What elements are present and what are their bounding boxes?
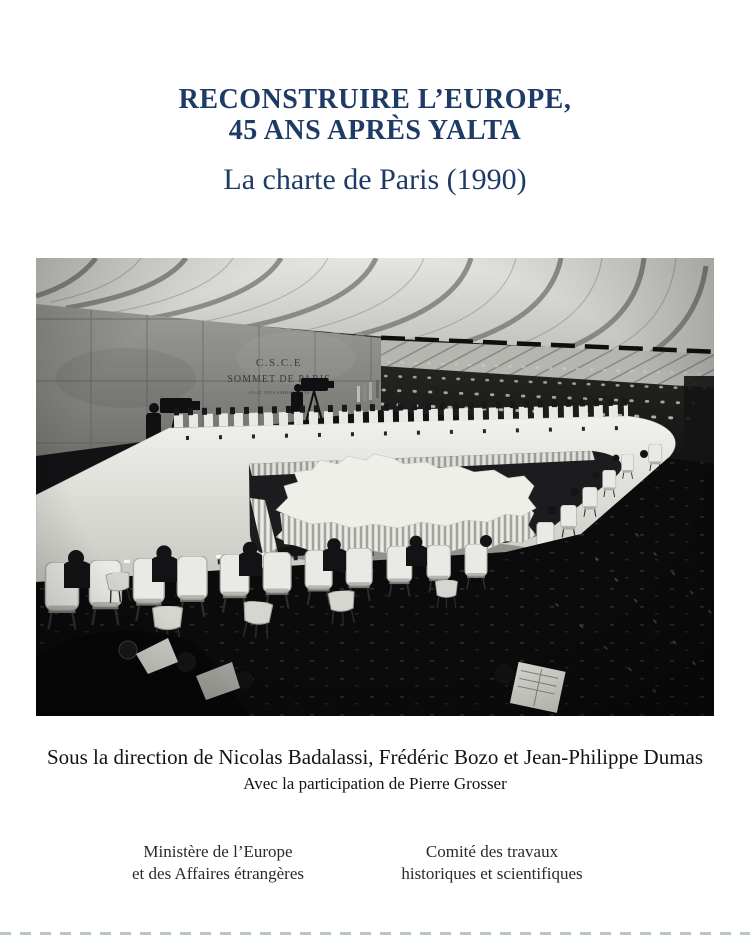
title-line-2: 45 ANS APRÈS YALTA — [228, 115, 522, 146]
publisher-cths — [362, 841, 622, 884]
publisher-ministry-line-2: et des Affaires étrangères — [132, 863, 304, 883]
title-line-1: RECONSTRUIRE L’EUROPE, — [178, 84, 572, 115]
bottom-dashed-rule — [0, 932, 750, 935]
conference-photo-scene — [36, 258, 714, 716]
conference-photo — [36, 258, 714, 716]
participation-line: Avec la participation de Pierre Grosser — [243, 774, 507, 793]
editors-line: Sous la direction de Nicolas Badalassi, Frédéric Bozo et Jean-Philippe Dumas — [46, 745, 704, 769]
publisher-ministry — [88, 841, 348, 884]
photo-vignette — [36, 258, 714, 716]
page-title — [0, 84, 750, 146]
page-subtitle: La charte de Paris (1990) — [223, 163, 527, 196]
publisher-ministry-line-1: Ministère de l’Europe — [143, 842, 293, 861]
publisher-cths-line-2: historiques et scientifiques — [401, 863, 583, 883]
publisher-cths-line-1: Comité des travaux — [425, 842, 559, 861]
